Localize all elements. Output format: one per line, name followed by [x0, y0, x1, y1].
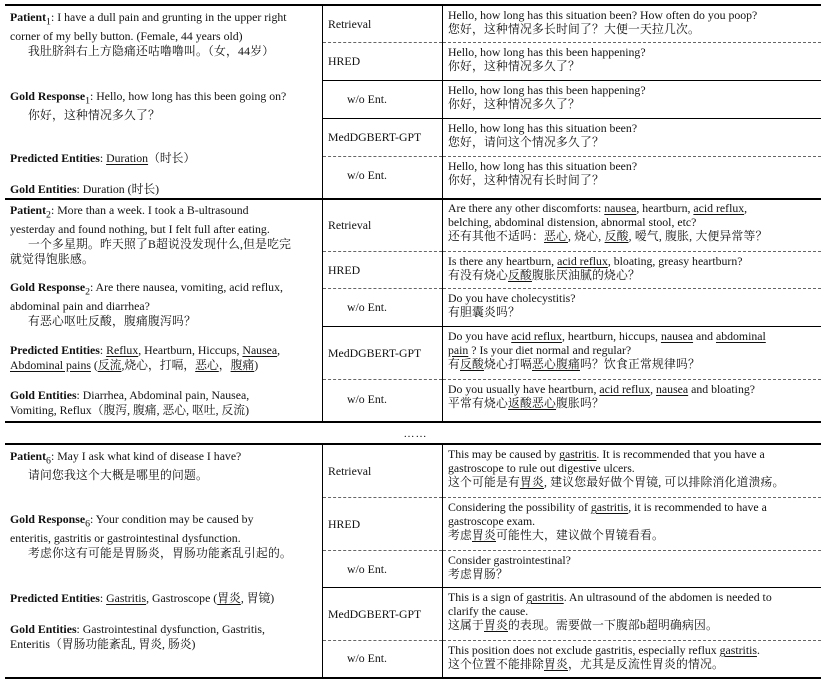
- model-response: Do you have cholecystitis? 有胆囊炎吗？: [443, 289, 821, 327]
- case-block-1: [5, 4, 821, 200]
- model-response: This is a sign of gastritis. An ultrasound of the abdomen is needed to clarify the cause. 这属于胃炎的表现。需要做一下腹部b超明确病因。: [443, 588, 821, 641]
- predicted-entities-2: Predicted Entities: Reflux, Heartburn, Hiccups, Nausea, Abdominal pains (反流,烧心，打嗝，恶心，腹痛): [10, 343, 281, 372]
- predicted-entities-3: Predicted Entities: Gastritis, Gastroscope (胃炎, 胃镜): [10, 591, 275, 605]
- model-response: Hello, how long has this been happening? 你好，这种情况多久了？: [443, 43, 821, 81]
- response-column-3: [443, 445, 821, 677]
- model-response: Considering the possibility of gastritis, it is recommended to have a gastroscope exam. 考虑胃炎可能性大，建议做个胃镜看看。: [443, 498, 821, 551]
- model-label: w/o Ent.: [347, 392, 387, 406]
- model-label: w/o Ent.: [323, 551, 442, 588]
- model-column-3: [322, 445, 443, 677]
- model-label: w/o Ent.: [323, 81, 442, 119]
- model-label: MedDGBERT-GPT: [323, 588, 442, 641]
- context-cell-3: [5, 445, 322, 677]
- model-label: MedDGBERT-GPT: [323, 119, 442, 157]
- context-cell-2: [5, 199, 322, 421]
- patient-utterance-2: Patient$_2$: More than a week. I took a B-ultrasound yesterday and found nothing, but I felt full after eating. 一个多星期。昨天照了B超说没发现什么,但是吃完 就觉得饱胀感。: [10, 203, 292, 267]
- gold-response-2: Gold Response$_2$: Are there nausea, vomiting, acid reflux, abdominal pain and diarrhea? 有恶心呕吐反酸，腹痛腹泻吗？: [10, 280, 283, 329]
- model-label: w/o Ent.: [347, 168, 387, 182]
- model-response: Consider gastrointestinal? 考虑胃肠？: [443, 551, 821, 588]
- gold-entities-2: Gold Entities: Diarrhea, Abdominal pain, Nausea, Vomiting, Reflux（腹泻, 腹痛, 恶心, 呕吐, 反流): [10, 388, 250, 417]
- model-label: Retrieval: [323, 445, 442, 498]
- model-label: HRED: [323, 252, 442, 289]
- model-response: Hello, how long has this situation been? How often do you poop? 您好，这种情况多长时间了？大便一天拉几次。: [443, 6, 821, 43]
- model-label: w/o Ent.: [323, 289, 442, 327]
- gold-entities-3: Gold Entities: Gastrointestinal dysfunction, Gastritis, Enteritis（胃肠功能紊乱, 胃炎, 肠炎): [10, 622, 265, 651]
- model-column-1: [322, 6, 443, 198]
- model-label: HRED: [323, 43, 442, 81]
- ellipsis: ……: [403, 428, 428, 440]
- model-response: Is there any heartburn, acid reflux, bloating, greasy heartburn? 有没有烧心反酸腹胀厌油腻的烧心？: [443, 252, 821, 289]
- case-block-3: [5, 443, 821, 679]
- model-response: Hello, how long has this situation been? 您好，请问这个情况多久了？: [443, 119, 821, 157]
- patient-utterance-1: Patient$_1$: I have a dull pain and grunting in the upper right corner of my belly button. (Female, 44 years old) 我肚脐斜右上方隐痛还咕噜噜叫。（女，44岁）: [10, 10, 287, 59]
- model-response: Are there any other discomforts: nausea, heartburn, acid reflux, belching, abdominal distension, abnormal stool, etc? 还有其他不适吗：恶心, 烧心, 反酸, 嗳气, 腹胀, 大便异常等？: [443, 199, 821, 252]
- model-label: MedDGBERT-GPT: [323, 327, 442, 380]
- model-label: w/o Ent.: [347, 650, 387, 665]
- model-label: HRED: [323, 498, 442, 551]
- patient-utterance-3: Patient$_6$: May I ask what kind of disease I have? 请问您我这个大概是哪里的问题。: [10, 449, 242, 483]
- context-cell-1: [5, 6, 322, 198]
- response-column-1: [443, 6, 821, 198]
- model-response: Hello, how long has this situation been? 你好，这种情况有长时间了？: [448, 159, 638, 187]
- model-label: Retrieval: [323, 199, 442, 252]
- gold-entities-1: Gold Entities: Duration (时长): [10, 182, 160, 196]
- response-column-2: [443, 199, 821, 421]
- model-response: Do you have acid reflux, heartburn, hiccups, nausea and abdominal pain ? Is your diet normal and regular? 有反酸烧心打嗝恶心腹痛吗？饮食正常规律吗？: [443, 327, 821, 380]
- model-response: Do you usually have heartburn, acid reflux, nausea and bloating? 平常有烧心返酸恶心腹胀吗？: [448, 382, 755, 410]
- model-label: Retrieval: [323, 6, 442, 43]
- gold-response-3: Gold Response$_6$: Your condition may be caused by enteritis, gastritis or gastrointestinal dysfunction. 考虑你这有可能是胃肠炎，胃肠功能紊乱引起的。: [10, 512, 292, 561]
- case-block-2: [5, 198, 821, 423]
- predicted-entities-1: Predicted Entities: Duration（时长）: [10, 151, 196, 165]
- model-response: This may be caused by gastritis. It is recommended that you have a gastroscope to rule out digestive ulcers. 这个可能是有胃炎, 建议您最好做个胃镜, 可以排除消化道溃疡。: [443, 445, 821, 498]
- model-response: Hello, how long has this been happening? 你好，这种情况多久了？: [443, 81, 821, 119]
- gold-response-1: Gold Response$_1$: Hello, how long has this been going on? 你好，这种情况多久了？: [10, 89, 287, 123]
- model-column-2: [322, 199, 443, 421]
- model-response: This position does not exclude gastritis, especially reflux gastritis. 这个位置不能排除胃炎，尤其是反流性胃炎的情况。: [448, 643, 760, 671]
